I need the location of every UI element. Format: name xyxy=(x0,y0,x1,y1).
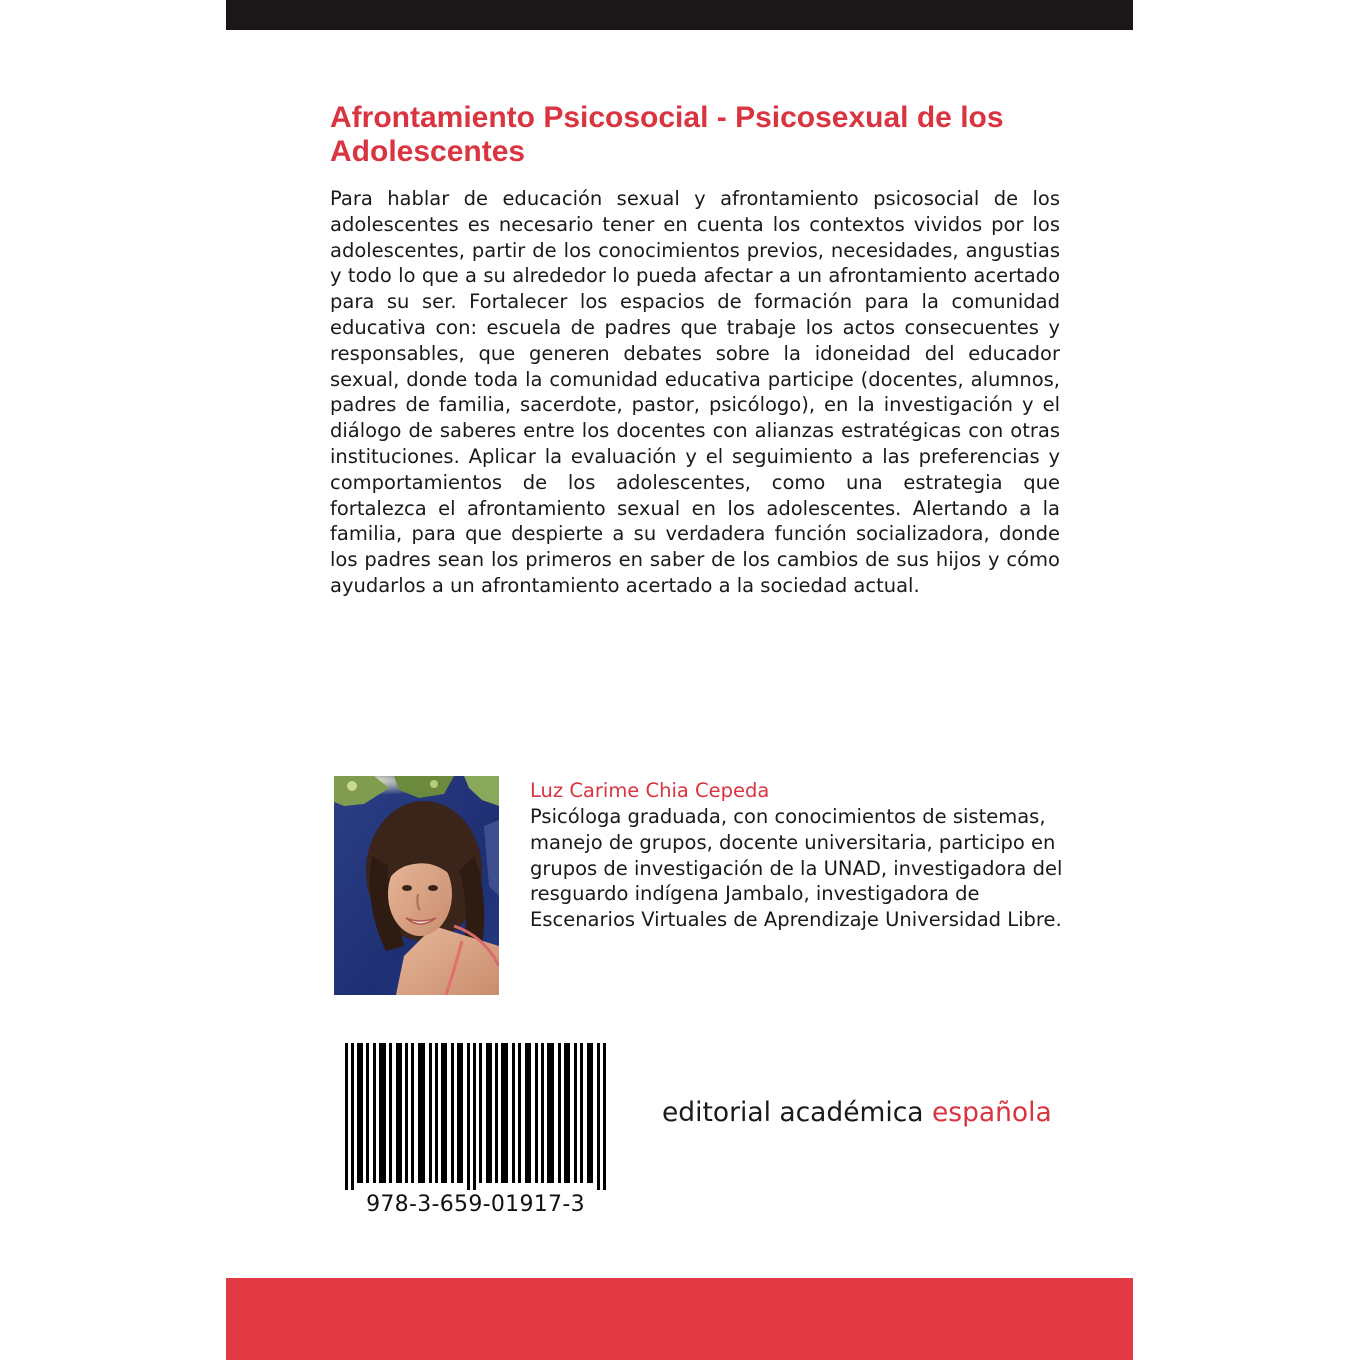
book-description: Para hablar de educación sexual y afrontamiento psicosocial de los adolescentes es necesario tener en cuenta los contextos vividos por los adolescentes, partir de los conocimientos previos, necesidades, angustias y todo lo que a su alrededor lo pueda afectar a un afrontamiento acertado para su ser. Fortalecer los espacios de formación para la comunidad educativa con: escuela de padres que trabaje los actos consecuentes y responsables, que generen debates sobre la idoneidad del educador sexual, donde toda la comunidad educativa participe (docentes, alumnos, padres de familia, sacerdote, pastor, psicólogo), en la investigación y el diálogo de saberes entre los docentes con alianzas estratégicas con otras instituciones. Aplicar la evaluación y el seguimiento a las preferencias y comportamientos de los adolescentes, como una estrategia que fortalezca el afrontamiento sexual en los adolescentes. Alertando a la familia, para que despierte a su verdadera función socializadora, donde los padres sean los primeros en saber de los cambios de sus hijos y cómo ayudarlos a un afrontamiento acertado a la sociedad actual. xyxy=(330,187,1060,597)
isbn-number: 978-3-659-01917-3 xyxy=(366,1192,585,1217)
author-photo xyxy=(334,776,499,995)
publisher-logo xyxy=(662,1093,1052,1133)
book-title: Afrontamiento Psicosocial - Psicosexual de los Adolescentes xyxy=(330,101,1004,168)
publisher-name-accent: española xyxy=(931,1097,1052,1128)
author-name: Luz Carime Chia Cepeda xyxy=(530,779,770,802)
top-dark-band xyxy=(226,0,1133,30)
bottom-red-band xyxy=(226,1278,1133,1360)
author-bio: Psicóloga graduada, con conocimientos de sistemas, manejo de grupos, docente universitaria, participo en grupos de investigación de la UNAD, investigadora del resguardo indígena Jambalo, investigadora de Escenarios Virtuales de Aprendizaje Universidad Libre. xyxy=(530,805,1063,932)
publisher-name-main: editorial académica xyxy=(662,1097,932,1128)
isbn-barcode xyxy=(341,1043,610,1190)
